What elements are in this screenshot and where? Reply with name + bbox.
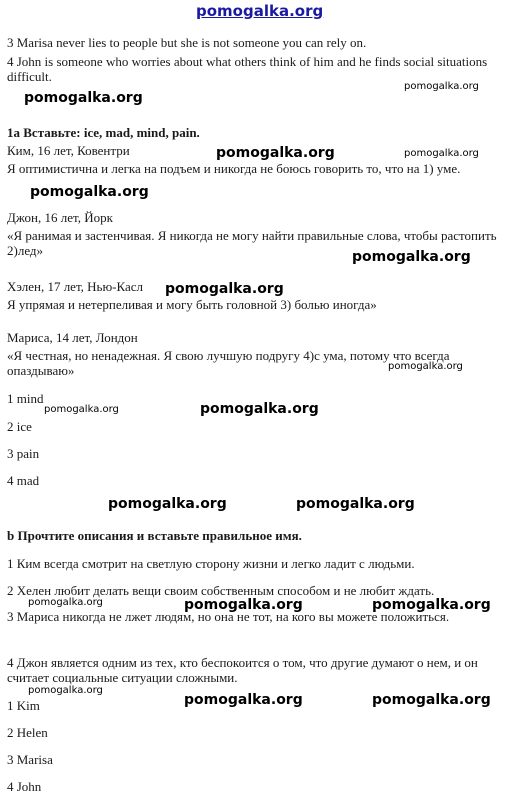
watermark: pomogalka.org xyxy=(352,249,471,265)
task-b-item-3: 3 Мариса никогда не лжет людям, но она не тот, на кого вы можете положиться. xyxy=(7,609,450,624)
watermark: pomogalka.org xyxy=(108,496,227,512)
watermark-small: pomogalka.org xyxy=(28,597,103,608)
task-a-title: 1a Вставьте: ice, mad, mind, pain. xyxy=(7,125,200,140)
task-b-title: b Прочтите описания и вставьте правильное имя. xyxy=(7,528,302,543)
top-item-3: 3 Marisa never lies to people but she is not someone you can rely on. xyxy=(7,35,367,50)
header-watermark[interactable]: pomogalka.org xyxy=(196,2,324,20)
watermark: pomogalka.org xyxy=(184,597,303,613)
task-b-item-1: 1 Ким всегда смотрит на светлую сторону жизни и легко ладит с людьми. xyxy=(7,556,415,571)
watermark: pomogalka.org xyxy=(372,692,491,708)
kim-text: Я оптимистична и легка на подъем и никогда не боюсь говорить то, что на 1) уме. xyxy=(7,161,461,176)
watermark-small: pomogalka.org xyxy=(388,361,463,372)
answer-b-1: 1 Kim xyxy=(7,698,40,713)
helen-name: Хэлен, 17 лет, Нью-Касл xyxy=(7,279,144,294)
answer-a-1: 1 mind xyxy=(7,391,44,406)
answer-b-4: 4 John xyxy=(7,779,42,794)
watermark: pomogalka.org xyxy=(296,496,415,512)
answer-a-4: 4 mad xyxy=(7,473,40,488)
answer-a-3: 3 pain xyxy=(7,446,40,461)
marisa-text: «Я честная, но ненадежная. Я свою лучшую подругу 4)с ума, потому что всегда опаздываю» xyxy=(7,348,450,378)
top-item-4: 4 John is someone who worries about what others think of him and he finds social situations difficult. xyxy=(7,54,488,84)
watermark: pomogalka.org xyxy=(200,401,319,417)
watermark: pomogalka.org xyxy=(30,184,149,200)
watermark-small: pomogalka.org xyxy=(28,685,103,696)
watermark-small: pomogalka.org xyxy=(404,148,479,159)
marisa-name: Мариса, 14 лет, Лондон xyxy=(7,330,138,345)
task-b-item-4: 4 Джон является одним из тех, кто беспокоится о том, что другие думают о нем, и он считает социальные ситуации сложными. xyxy=(7,655,478,685)
helen-text: Я упрямая и нетерпеливая и могу быть головной 3) болью иногда» xyxy=(7,297,377,312)
watermark: pomogalka.org xyxy=(372,597,491,613)
answer-b-3: 3 Marisa xyxy=(7,752,53,767)
kim-name: Ким, 16 лет, Ковентри xyxy=(7,143,130,158)
watermark-small: pomogalka.org xyxy=(44,404,119,415)
task-b-item-2: 2 Хелен любит делать вещи своим собственным способом и не любит ждать. xyxy=(7,583,435,598)
watermark: pomogalka.org xyxy=(24,90,143,106)
john-name: Джон, 16 лет, Йорк xyxy=(7,210,113,225)
john-text: «Я ранимая и застенчивая. Я никогда не могу найти правильные слова, чтобы растопить 2)лед» xyxy=(7,228,497,258)
watermark: pomogalka.org xyxy=(184,692,303,708)
answer-a-2: 2 ice xyxy=(7,419,32,434)
answer-b-2: 2 Helen xyxy=(7,725,48,740)
watermark-small: pomogalka.org xyxy=(404,81,479,92)
watermark: pomogalka.org xyxy=(216,145,335,161)
watermark: pomogalka.org xyxy=(165,281,284,297)
